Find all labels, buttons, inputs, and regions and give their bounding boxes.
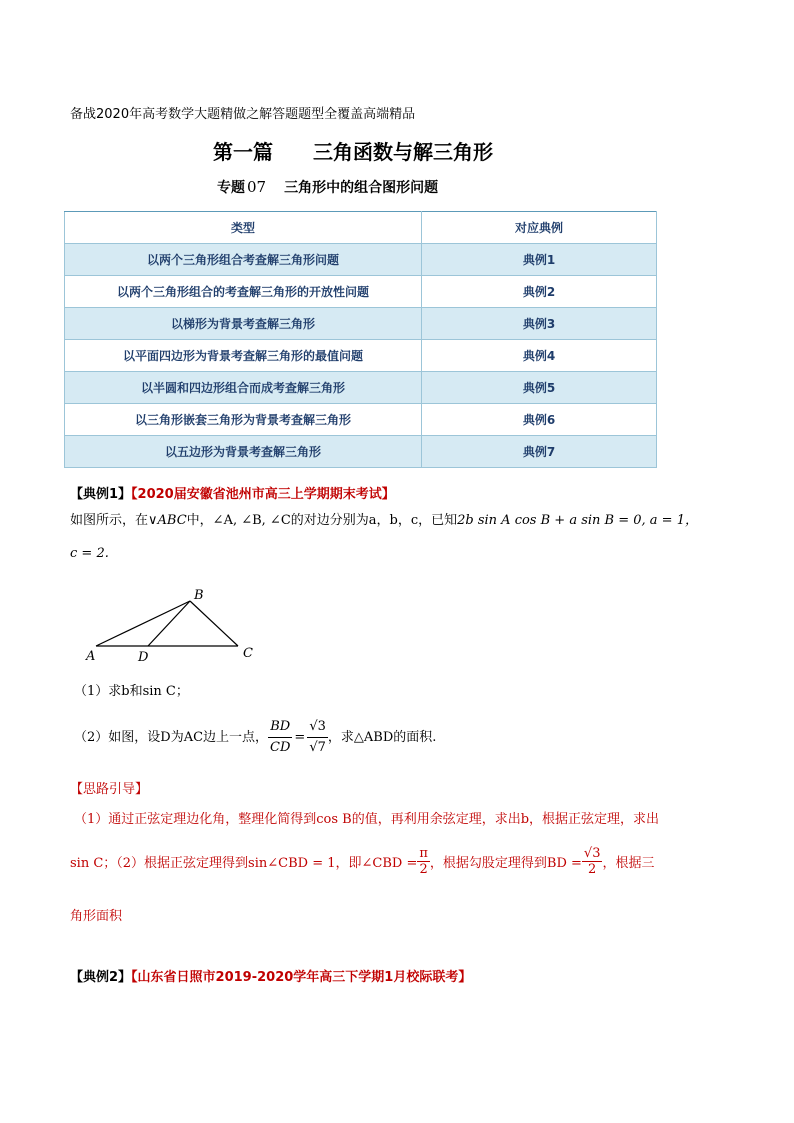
table-row — [65, 340, 657, 372]
example-cell: 典例5 — [422, 372, 657, 404]
ratio-value — [307, 717, 328, 758]
ratio-denominator: CD — [270, 740, 291, 755]
point-c-label: C — [243, 646, 253, 661]
pi-denominator: 2 — [419, 862, 428, 877]
table-row — [65, 404, 657, 436]
hint-line-3: 角形面积 — [70, 909, 123, 924]
side-bc — [190, 601, 238, 646]
hint-text-a: sin C；（2）根据正弦定理得到sin∠CBD = 1，即∠CBD = — [70, 856, 418, 871]
point-d-label: D — [138, 650, 149, 665]
example-cell: 典例6 — [422, 404, 657, 436]
pi-numerator: π — [419, 846, 428, 861]
example1-heading — [70, 483, 395, 502]
chapter-title: 第一篇 三角函数与解三角形 — [213, 140, 493, 164]
problem-text-b: 中，∠A, ∠B, ∠C的对边分别为a，b，c，已知 — [186, 513, 458, 528]
problem-line-2: c = 2. — [70, 546, 109, 561]
hint-title: 【思路引导】 — [70, 782, 149, 797]
table-row — [65, 276, 657, 308]
series-title: 备战2020年高考数学大题精做之解答题题型全覆盖高端精品 — [70, 107, 416, 122]
table-row — [65, 372, 657, 404]
ratio-value-denominator: √7 — [309, 740, 326, 755]
topic-name: 三角形中的组合图形问题 — [284, 180, 439, 196]
bd-numerator: √3 — [583, 846, 601, 861]
ratio-value-numerator: √3 — [307, 717, 328, 738]
example1-problem — [70, 511, 730, 531]
example-cell: 典例7 — [422, 436, 657, 468]
type-cell: 以平面四边形为背景考查解三角形的最值问题 — [65, 340, 422, 372]
ratio-numerator: BD — [268, 717, 292, 738]
bd-value — [582, 846, 603, 877]
pi-over-2 — [417, 846, 430, 877]
type-table — [64, 211, 657, 468]
topic-prefix: 专题 — [217, 180, 245, 196]
hint-text-c: ，根据三 — [602, 856, 655, 871]
example-cell: 典例4 — [422, 340, 657, 372]
bd-denominator: 2 — [588, 862, 597, 877]
q2-text-b: ，求△ABD的面积. — [327, 729, 437, 745]
type-cell: 以两个三角形组合考查解三角形问题 — [65, 244, 422, 276]
example2-heading — [70, 966, 471, 985]
example2-source: 【山东省日照市2019-2020学年高三下学期1月校际联考】 — [131, 970, 472, 985]
hint-text-b: ，根据勾股定理得到BD = — [429, 856, 582, 871]
type-cell: 以五边形为背景考查解三角形 — [65, 436, 422, 468]
problem-text-a: 如图所示，在 — [70, 513, 149, 528]
ratio-bd-cd — [268, 717, 292, 758]
topic-number: 07 — [247, 178, 267, 196]
table-row — [65, 244, 657, 276]
triangle-figure — [80, 585, 270, 665]
q2-text-a: （2）如图，设D为AC边上一点， — [74, 729, 269, 745]
example2-label: 【典例2】 — [70, 970, 132, 985]
col-header-type: 类型 — [65, 212, 422, 244]
point-a-label: A — [86, 649, 96, 664]
type-cell: 以半圆和四边形组合而成考查解三角形 — [65, 372, 422, 404]
type-cell: 以梯形为背景考查解三角形 — [65, 308, 422, 340]
given-equation: 2b sin A cos B + a sin B = 0, a = 1， — [457, 513, 698, 528]
question-2 — [74, 717, 436, 758]
table-row — [65, 308, 657, 340]
segment-bd — [148, 601, 190, 646]
table-header-row — [65, 212, 657, 244]
example1-source: 【2020届安徽省池州市高三上学期期末考试】 — [131, 487, 395, 502]
example-cell: 典例1 — [422, 244, 657, 276]
question-1: （1）求b和sin C； — [74, 684, 189, 699]
topic-title — [217, 177, 438, 197]
type-cell: 以两个三角形组合的考查解三角形的开放性问题 — [65, 276, 422, 308]
example-cell: 典例2 — [422, 276, 657, 308]
col-header-example: 对应典例 — [422, 212, 657, 244]
triangle-name: ∨ABC — [148, 513, 187, 528]
side-ab — [96, 601, 190, 646]
example-cell: 典例3 — [422, 308, 657, 340]
example1-label: 【典例1】 — [70, 487, 132, 502]
table-row — [65, 436, 657, 468]
hint-line-2 — [70, 846, 654, 877]
q2-equals: = — [294, 729, 306, 745]
hint-line-1: （1）通过正弦定理边化角，整理化简得到cos B的值，再利用余弦定理，求出b，根据正弦定理，求出 — [74, 812, 660, 827]
point-b-label: B — [194, 588, 204, 603]
type-cell: 以三角形嵌套三角形为背景考查解三角形 — [65, 404, 422, 436]
